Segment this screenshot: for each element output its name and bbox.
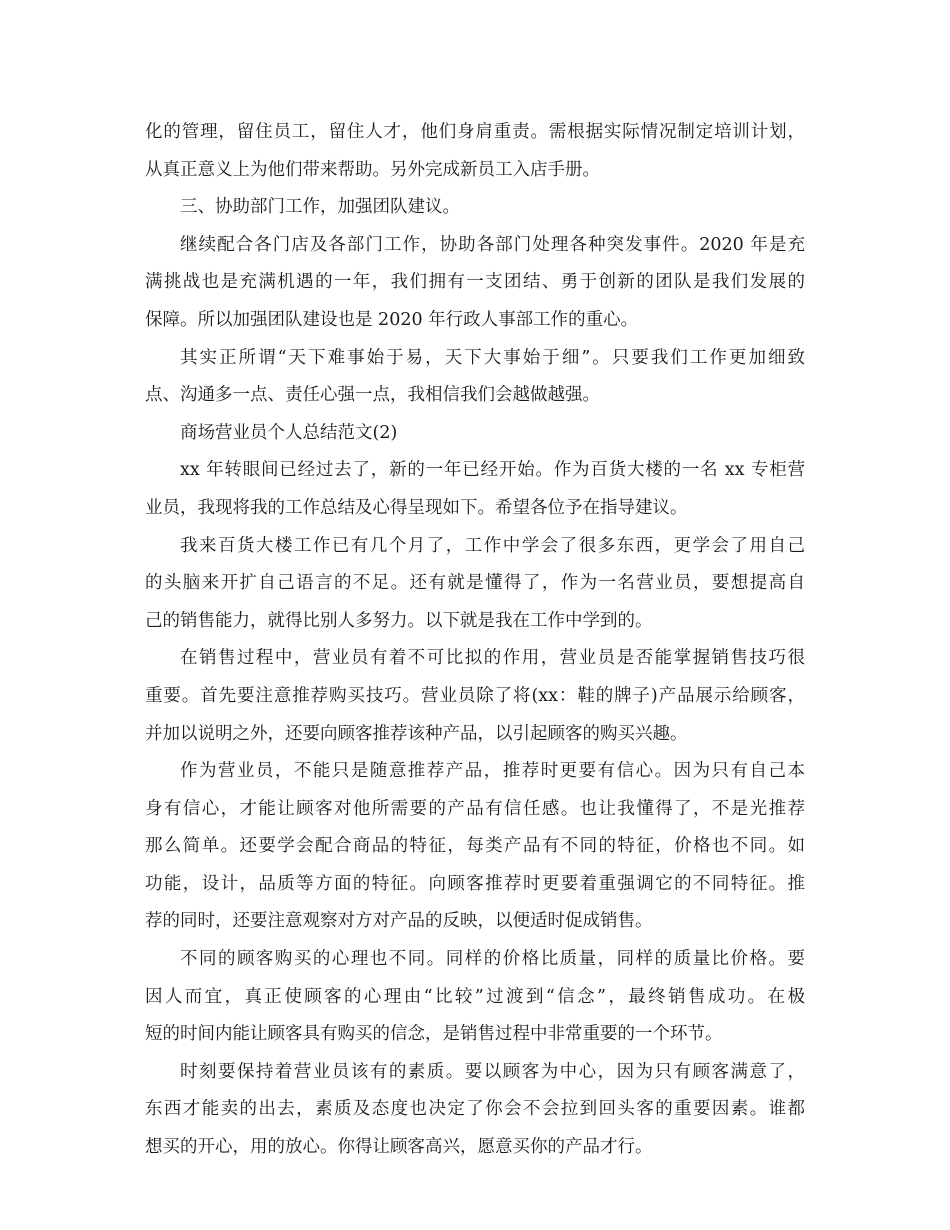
text-line: 那么简单。还要学会配合商品的特征，每类产品有不同的特征，价格也不同。如 [145,836,805,857]
text-line: 在销售过程中，营业员有着不可比拟的作用，营业员是否能掌握销售技巧很 [180,648,805,669]
text-line: 想买的开心，用的放心。你得让顾客高兴，愿意买你的产品才行。 [145,1137,653,1158]
text-line: 并加以说明之外，还要向顾客推荐该种产品，以引起顾客的购买兴趣。 [145,723,688,744]
text-line: 满挑战也是充满机遇的一年，我们拥有一支团结、勇于创新的团队是我们发展的 [145,272,805,293]
text-line: 其实正所谓“天下难事始于易，天下大事始于细”。只要我们工作更加细致 [180,347,805,368]
paragraph [145,941,805,1054]
text-line: 身有信心，才能让顾客对他所需要的产品有信任感。也让我懂得了，不是光推荐 [145,798,805,819]
text-line: 保障。所以加强团队建设也是 2020 年行政人事部工作的重心。 [145,309,639,330]
text-line: 商场营业员个人总结范文(2) [180,422,398,443]
paragraph [145,189,805,227]
text-line: 因人而宜，真正使顾客的心理由“比较”过渡到“信念”，最终销售成功。在极 [145,986,805,1007]
text-line: 短的时间内能让顾客具有购买的信念，是销售过程中非常重要的一个环节。 [145,1024,723,1045]
text-line: 作为营业员，不能只是随意推荐产品，推荐时更要有信心。因为只有自己本 [180,761,805,782]
text-line: 化的管理，留住员工，留住人才，他们身肩重责。需根据实际情况制定培训计划， [145,122,805,142]
text-line: xx 年转眼间已经过去了，新的一年已经开始。作为百货大楼的一名 xx 专柜营 [180,460,805,481]
text-line: 我来百货大楼工作已有几个月了，工作中学会了很多东西，更学会了用自己 [180,535,805,556]
text-line: 己的销售能力，就得比别人多努力。以下就是我在工作中学到的。 [145,610,653,631]
text-line: 三、协助部门工作，加强团队建议。 [180,197,460,218]
paragraph [145,528,805,641]
paragraph [145,1054,805,1167]
paragraph [145,415,805,453]
text-line: 的头脑来开扩自己语言的不足。还有就是懂得了，作为一名营业员，要想提高自 [145,573,805,594]
paragraph [145,452,805,527]
text-line: 不同的顾客购买的心理也不同。同样的价格比质量，同样的质量比价格。要 [180,949,805,970]
paragraph [145,640,805,753]
text-line: 重要。首先要注意推荐购买技巧。营业员除了将(xx：鞋的牌子)产品展示给顾客， [145,685,805,706]
text-line: 业员，我现将我的工作总结及心得呈现如下。希望各位予在指导建议。 [145,497,688,518]
text-line: 点、沟通多一点、责任心强一点，我相信我们会越做越强。 [145,385,600,406]
text-line: 东西才能卖的出去，素质及态度也决定了你会不会拉到回头客的重要因素。谁都 [145,1099,805,1120]
text-line: 继续配合各门店及各部门工作，协助各部门处理各种突发事件。2020 年是充 [180,234,805,255]
text-line: 从真正意义上为他们带来帮助。另外完成新员工入店手册。 [145,159,600,180]
paragraph [145,753,805,941]
paragraph [145,114,805,189]
paragraph [145,340,805,415]
text-line: 功能，设计，品质等方面的特征。向顾客推荐时更要着重强调它的不同特征。推 [145,873,805,894]
document-body [145,114,805,1167]
paragraph [145,227,805,340]
text-line: 荐的同时，还要注意观察对方对产品的反映，以便适时促成销售。 [145,911,653,932]
text-line: 时刻要保持着营业员该有的素质。要以顾客为中心，因为只有顾客满意了， [180,1061,805,1082]
